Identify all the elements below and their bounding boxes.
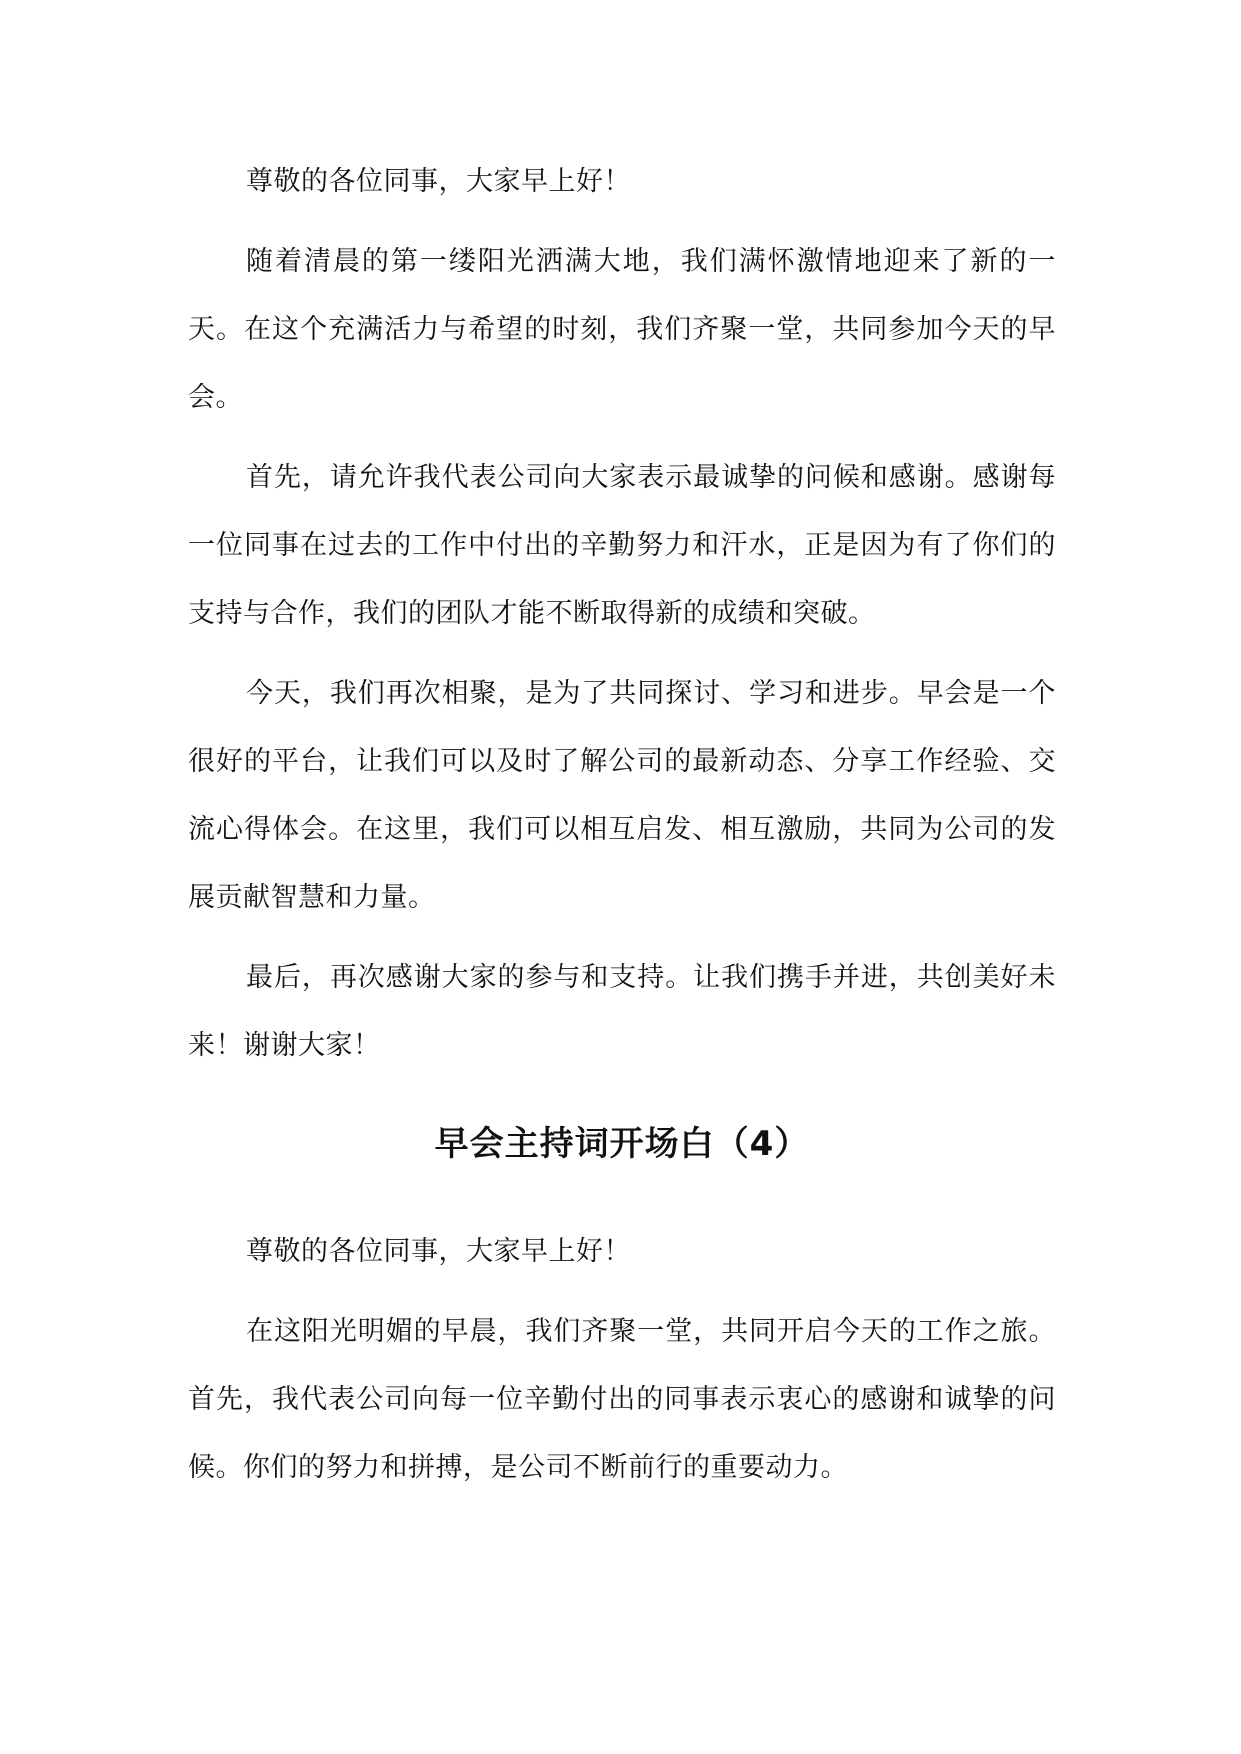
body-paragraph: 在这阳光明媚的早晨，我们齐聚一堂，共同开启今天的工作之旅。首先，我代表公司向每一位辛勤付出的同事表示衷心的感谢和诚挚的问候。你们的努力和拼搏，是公司不断前行的重要动力。 [188, 1316, 1056, 1483]
body-paragraph: 随着清晨的第一缕阳光洒满大地，我们满怀激情地迎来了新的一天。在这个充满活力与希望的时刻，我们齐聚一堂，共同参加今天的早会。 [188, 246, 1056, 413]
greeting-paragraph: 尊敬的各位同事，大家早上好！ [246, 1236, 631, 1267]
section-title: 早会主持词开场白（4） [434, 1124, 810, 1164]
speech-section-4 [188, 1218, 1056, 1502]
greeting-paragraph: 尊敬的各位同事，大家早上好！ [246, 166, 631, 197]
closing-paragraph: 最后，再次感谢大家的参与和支持。让我们携手并进，共创美好未来！谢谢大家！ [188, 962, 1056, 1061]
body-paragraph: 首先，请允许我代表公司向大家表示最诚挚的问候和感谢。感谢每一位同事在过去的工作中付出的辛勤努力和汗水，正是因为有了你们的支持与合作，我们的团队才能不断取得新的成绩和突破。 [188, 462, 1056, 629]
document-body [188, 148, 1056, 1514]
body-paragraph: 今天，我们再次相聚，是为了共同探讨、学习和进步。早会是一个很好的平台，让我们可以及时了解公司的最新动态、分享工作经验、交流心得体会。在这里，我们可以相互启发、相互激励，共同为公司的发展贡献智慧和力量。 [188, 678, 1056, 913]
intro-section [188, 148, 1056, 1080]
